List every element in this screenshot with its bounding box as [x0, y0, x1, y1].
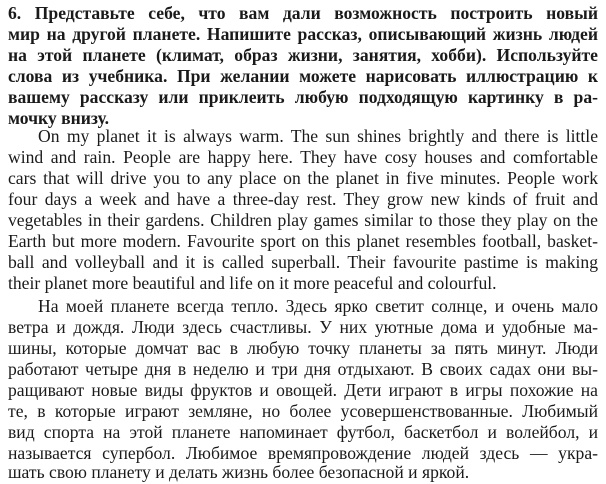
russian-line: ветра и дождя. Люди здесь счастливы. У них уютные дома и удобные ма-	[8, 317, 598, 337]
english-line: wind and rain. People are happy here. They have cosy houses and comfortable	[8, 147, 598, 167]
russian-line: работают четыре дня в неделю и три дня отдыхают. В своих садах они вы-	[8, 359, 598, 379]
task-line: на этой планете (климат, образ жизни, занятия, хобби). Используйте	[8, 45, 598, 65]
russian-line: шать свою планету и делать жизнь более безопасной и яркой.	[8, 462, 470, 482]
task-line: мочку внизу.	[8, 108, 110, 128]
russian-line: называется супербол. Любимое времяпровождение людей здесь — укра-	[8, 443, 598, 463]
english-line: their planet more beautiful and life on it more peaceful and colourful.	[8, 273, 497, 293]
russian-line: На моей планете всегда тепло. Здесь ярко светит солнце, и очень мало	[38, 296, 598, 316]
english-line: On my planet it is always warm. The sun shines brightly and there is little	[38, 126, 598, 146]
english-line: Earth but more modern. Favourite sport on this planet resembles football, basket-	[8, 231, 598, 251]
task-line: слова из учебника. При желании можете нарисовать иллюстрацию к	[8, 66, 598, 86]
task-line: вашему рассказу или приклеить любую подходящую картинку в ра-	[8, 87, 598, 107]
task-line: 6. Представьте себе, что вам дали возможность построить новый	[8, 3, 598, 23]
russian-line: ращивают новые виды фруктов и овощей. Дети играют в игры похожие на	[8, 380, 598, 400]
english-line: four days a week and have a three-day rest. They grow new kinds of fruit and	[8, 189, 598, 209]
russian-line: вид спорта на этой планете напоминает футбол, баскетбол и волейбол, и	[8, 422, 598, 442]
english-line: cars that will drive you to any place on the planet in five minutes. People work	[8, 168, 598, 188]
russian-line: шины, которые домчат вас в любую точку планеты за пять минут. Люди	[8, 338, 598, 358]
english-line: ball and volleyball and it is called superball. Their favourite pastime is making	[8, 252, 598, 272]
russian-line: те, в которые играют земляне, но более усовершенствованные. Любимый	[8, 401, 598, 421]
task-line: мир на другой планете. Напишите рассказ, описывающий жизнь людей	[8, 24, 598, 44]
english-line: vegetables in their gardens. Children play games similar to those they play on the	[8, 210, 598, 230]
